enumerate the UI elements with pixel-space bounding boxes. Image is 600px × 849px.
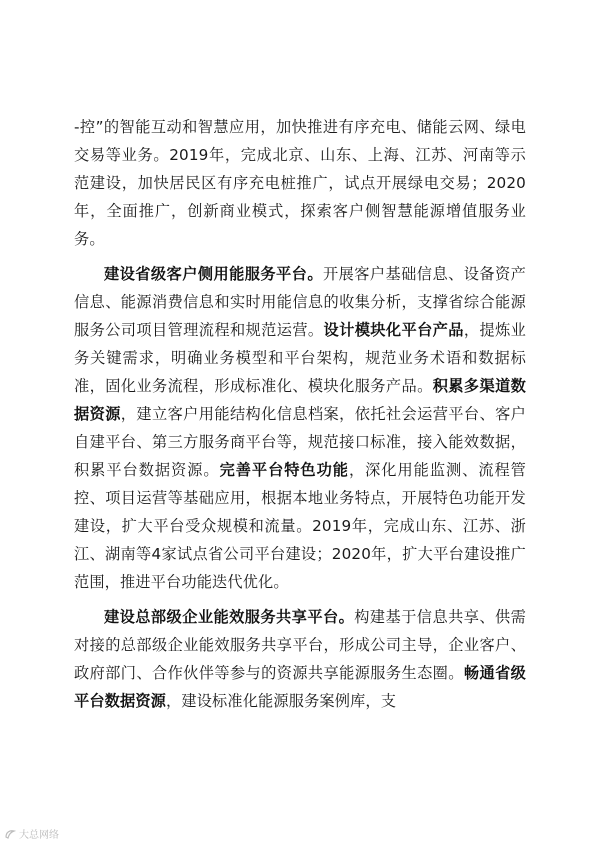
bold-heading-text: 设计模块化平台产品 [323, 321, 464, 339]
document-body [74, 113, 526, 722]
body-text: 开展客户基础信息、设备资产信息、能源消费信息和实时用能信息的收集分析，支撑省综合能源服务公司项目管理流程和规范运营。 [74, 265, 526, 339]
body-text: ，建设标准化能源服务案例库，支 [166, 692, 397, 710]
watermark-text: 大总网络 [19, 830, 59, 841]
bold-heading-text: 畅通省级平台数据资源 [74, 664, 526, 710]
watermark [4, 826, 59, 841]
bold-heading-text: 建设省级客户侧用能服务平台。 [104, 265, 323, 283]
paragraph [74, 113, 526, 253]
bold-heading-text: 积累多渠道数据资源 [74, 377, 526, 423]
body-text: -控”的智能互动和智慧应用，加快推进有序充电、储能云网、绿电交易等业务。2019年，完成北京、山东、上海、江苏、河南等示范建设，加快居民区有序充电桩推广，试点开展绿电交易；2020年，全面推广，创新商业模式，探索客户侧智慧能源增值服务业务。 [74, 118, 526, 248]
bold-heading-text: 完善平台特色功能 [219, 461, 349, 479]
bold-heading-text: 建设总部级企业能效服务共享平台。 [104, 608, 355, 626]
body-text: ，建立客户用能结构化信息档案，依托社会运营平台、客户自建平台、第三方服务商平台等，规范接口标准，接入能效数据，积累平台数据资源。 [74, 405, 527, 479]
paragraph [74, 260, 526, 596]
paragraph [74, 603, 526, 715]
body-text: ，深化用能监测、流程管控、项目运营等基础应用，根据本地业务特点，开展特色功能开发建设，扩大平台受众规模和流量。2019年，完成山东、江苏、浙江、湖南等4家试点省公司平台建设；2020年，扩大平台建设推广范围，推进平台功能迭代优化。 [74, 461, 527, 591]
body-text: 构建基于信息共享、供需对接的总部级企业能效服务共享平台，形成公司主导，企业客户、政府部门、合作伙伴等参与的资源共享能源服务生态圈。 [74, 608, 526, 682]
watermark-logo-icon [4, 828, 16, 840]
body-text: ，提炼业务关键需求，明确业务模型和平台架构，规范业务术语和数据标准，固化业务流程，形成标准化、模块化服务产品。 [74, 321, 526, 395]
